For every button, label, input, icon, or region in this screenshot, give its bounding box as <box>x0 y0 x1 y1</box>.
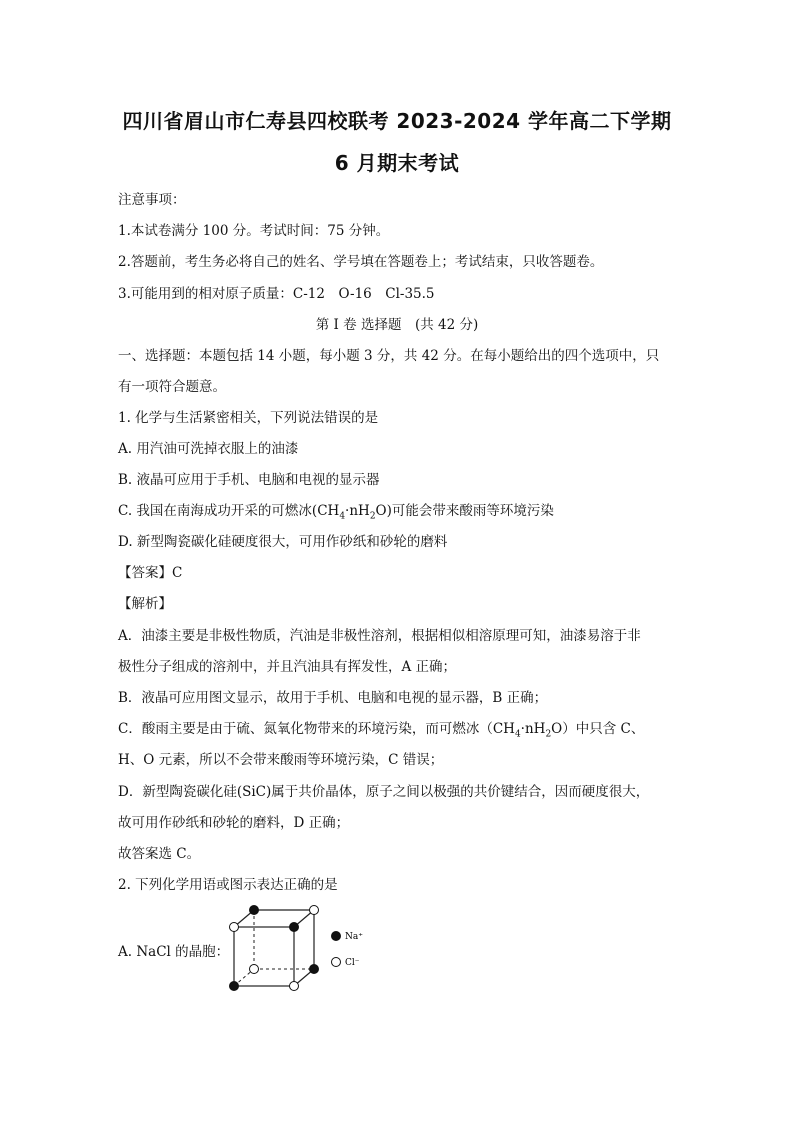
page-title-line1: 四川省眉山市仁寿县四校联考 2023-2024 学年高二下学期 <box>122 109 672 133</box>
q1-stem: 1. 化学与生活紧密相关，下列说法错误的是 <box>118 410 379 426</box>
section-title: 第 I 卷 选择题 (共 42 分) <box>315 317 479 333</box>
notice-heading: 注意事项： <box>118 192 186 208</box>
legend-cl-marker <box>332 958 341 967</box>
nacl-unit-cell-diagram <box>220 900 380 995</box>
na-ion <box>250 906 259 915</box>
q2-stem: 2. 下列化学用语或图示表达正确的是 <box>118 877 338 893</box>
q1-analysis-label: 【解析】 <box>118 596 172 612</box>
notice-item-2: 2.答题前，考生务必将自己的姓名、学号填在答题卷上；考试结束，只收答题卷。 <box>118 254 604 270</box>
q1-option-d: D. 新型陶瓷碳化硅硬度很大，可用作砂纸和砂轮的磨料 <box>118 534 448 550</box>
q2-option-a-label: A. NaCl 的晶胞： <box>118 944 230 960</box>
legend-cl-label: Cl⁻ <box>345 958 360 968</box>
q1-analysis-b: B．液晶可应用图文显示，故用于手机、电脑和电视的显示器，B 正确； <box>118 690 548 706</box>
q1-analysis-c-line1: C．酸雨主要是由于硫、氮氧化物带来的环境污染，而可燃冰$(CH_4\cdot nH_2O)$中只含 C、 <box>118 721 645 740</box>
q1-option-c: C. 我国在南海成功开采的可燃冰$(CH_4\cdot nH_2O)$可能会带来酸雨等环境污染 <box>118 503 554 522</box>
cl-ion <box>290 982 299 991</box>
q1-analysis-d-line1: D．新型陶瓷碳化硅(SiC)属于共价晶体，原子之间以极强的共价键结合，因而硬度很大， <box>118 784 650 800</box>
cl-ion <box>310 906 319 915</box>
section-intro-line1: 一、选择题：本题包括 14 小题，每小题 3 分，共 42 分。在每小题给出的四个选项中，只 <box>118 348 660 364</box>
q1-option-a: A. 用汽油可洗掉衣服上的油漆 <box>118 441 299 457</box>
q1-answer: 【答案】C <box>118 565 183 581</box>
q1-analysis-d-line2: 故可用作砂纸和砂轮的磨料，D 正确； <box>118 815 350 831</box>
cell-front-face <box>234 927 294 986</box>
legend-na-marker <box>332 932 341 941</box>
q1-conclusion: 故答案选 C。 <box>118 846 201 862</box>
legend-na-label: Na⁺ <box>345 932 363 942</box>
q1-analysis-a-line2: 极性分子组成的溶剂中，并且汽油具有挥发性，A 正确； <box>118 659 457 675</box>
notice-item-1: 1.本试卷满分 100 分。考试时间：75 分钟。 <box>118 223 390 239</box>
na-ion <box>290 923 299 932</box>
cl-ion <box>250 965 259 974</box>
cl-ion <box>230 923 239 932</box>
q1-option-b: B. 液晶可应用于手机、电脑和电视的显示器 <box>118 472 380 488</box>
section-intro-line2: 有一项符合题意。 <box>118 379 226 395</box>
q1-analysis-a-line1: A．油漆主要是非极性物质，汽油是非极性溶剂，根据相似相溶原理可知，油漆易溶于非 <box>118 628 641 644</box>
na-ion <box>230 982 239 991</box>
page-title-line2: 6 月期末考试 <box>334 151 460 175</box>
q1-analysis-c-line2: H、O 元素，所以不会带来酸雨等环境污染，C 错误； <box>118 752 444 768</box>
na-ion <box>310 965 319 974</box>
notice-item-3: 3.可能用到的相对原子质量：C-12 O-16 Cl-35.5 <box>118 286 435 302</box>
